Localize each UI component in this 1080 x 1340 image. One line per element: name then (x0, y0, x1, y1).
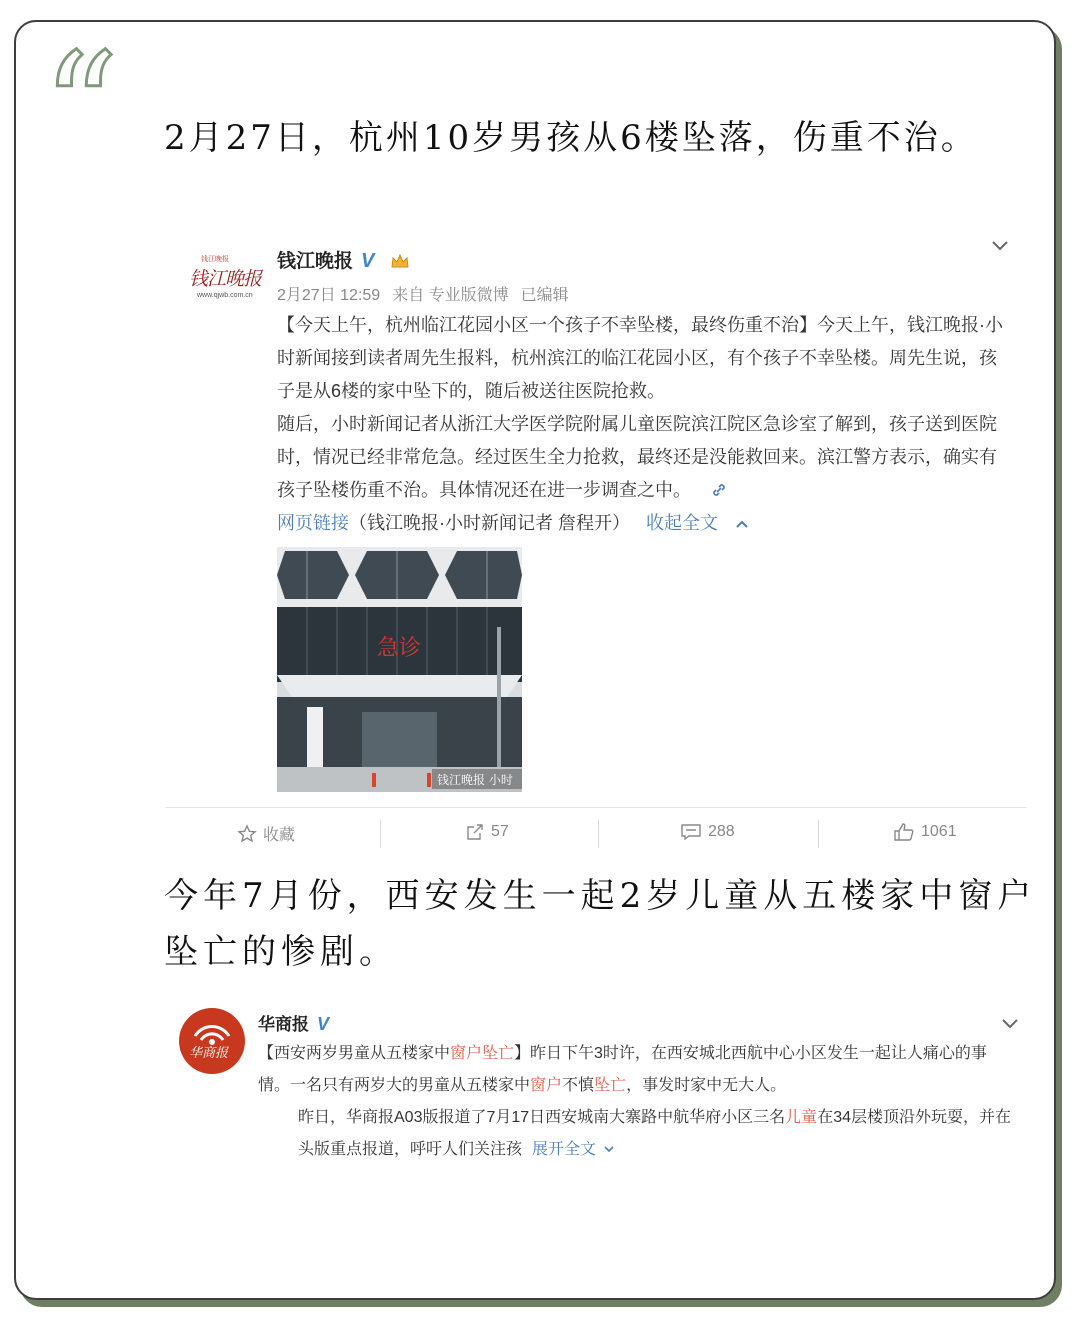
post-body (258, 1038, 1018, 1166)
post-time[interactable]: 2月27日 12:59 (277, 287, 381, 304)
post-body (277, 309, 1007, 540)
post-source[interactable]: 来自 专业版微博 (392, 287, 509, 304)
post-photo[interactable] (277, 547, 522, 792)
post-paragraph-2: 随后，小时新闻记者从浙江大学医学院附属儿童医院滨江院区急诊室了解到，孩子送到医院时，情况已经非常危急。经过医生全力抢救，最终还是没能救回来。滨江警方表示，确实有孩子坠楼伤重不治。具体情况还在进一步调查之中。 (277, 414, 997, 500)
star-icon (237, 824, 257, 844)
huashang-logo: 华商报 (179, 1008, 245, 1074)
headline-2: 今年7月份，西安发生一起2岁儿童从五楼家中窗户坠亡的惨剧。 (164, 876, 1037, 972)
hospital-building-image (277, 547, 522, 792)
thumbs-up-icon (893, 822, 915, 842)
photo-sign: 急诊 (377, 636, 422, 661)
verified-icon: V (361, 250, 375, 272)
comment-button[interactable]: 288 (680, 822, 735, 842)
chevron-up-icon[interactable] (735, 519, 749, 529)
action-separator (598, 820, 599, 848)
post-link-row (277, 507, 1007, 540)
comment-icon (680, 822, 702, 842)
weibo-post-huashang (165, 986, 1027, 1196)
edited-tag: 已编辑 (520, 287, 569, 304)
verified-icon: V (317, 1014, 330, 1034)
wifi-emblem-icon (179, 1008, 245, 1074)
action-separator (380, 820, 381, 848)
favorite-button[interactable]: 收藏 (237, 822, 295, 845)
headline-1: 2月27日，杭州10岁男孩从6楼坠落，伤重不治。 (164, 118, 978, 158)
like-button[interactable]: 1061 (893, 822, 957, 842)
quote-mark-icon: “ (42, 22, 101, 196)
photo-watermark: 钱江晚报 小时 (437, 773, 513, 787)
action-separator (818, 820, 819, 848)
weibo-post-qianjiang (165, 222, 1027, 872)
chevron-down-icon[interactable] (991, 238, 1009, 252)
post-paragraph-1: 【今天上午，杭州临江花园小区一个孩子不幸坠楼，最终伤重不治】今天上午，钱江晚报·小时新闻接到读者周先生报料，杭州滨江的临江花园小区，有个孩子不幸坠楼。周先生说，孩子是从6楼的家中坠下的，随后被送往医院抢救。 (277, 315, 1003, 401)
post-paragraph-2: 昨日，华商报A03版报道了7月17日西安城南大寨路中航华府小区三名儿童在34层楼顶沿外玩耍，并在头版重点报道，呼吁人们关注孩 展开全文 (298, 1109, 1011, 1158)
post-paragraph-1: 【西安两岁男童从五楼家中窗户坠亡】昨日下午3时许，在西安城北西航中心小区发生一起让人痛心的事情。一名只有两岁大的男童从五楼家中窗户不慎坠亡，事发时家中无大人。 (258, 1045, 987, 1094)
post-username[interactable]: 钱江晚报 V (277, 246, 410, 273)
expand-button[interactable]: 展开全文 (532, 1141, 597, 1158)
crown-icon (390, 253, 410, 269)
action-bar-divider (165, 807, 1027, 808)
share-icon (465, 822, 485, 842)
post-meta (277, 282, 581, 305)
chevron-down-icon[interactable] (1001, 1016, 1019, 1030)
chevron-down-icon[interactable] (603, 1144, 615, 1154)
link-icon (710, 481, 728, 499)
repost-button[interactable]: 57 (465, 822, 509, 842)
byline: （钱江晚报·小时新闻记者 詹程开） (349, 513, 630, 533)
collapse-button[interactable]: 收起全文 (646, 513, 718, 533)
qianjiang-logo: 钱江晚报 钱江晚报 www.qjwb.com.cn (189, 256, 262, 299)
post-username[interactable]: 华商报 V (258, 1014, 330, 1034)
web-link[interactable]: 网页链接 (277, 513, 349, 533)
